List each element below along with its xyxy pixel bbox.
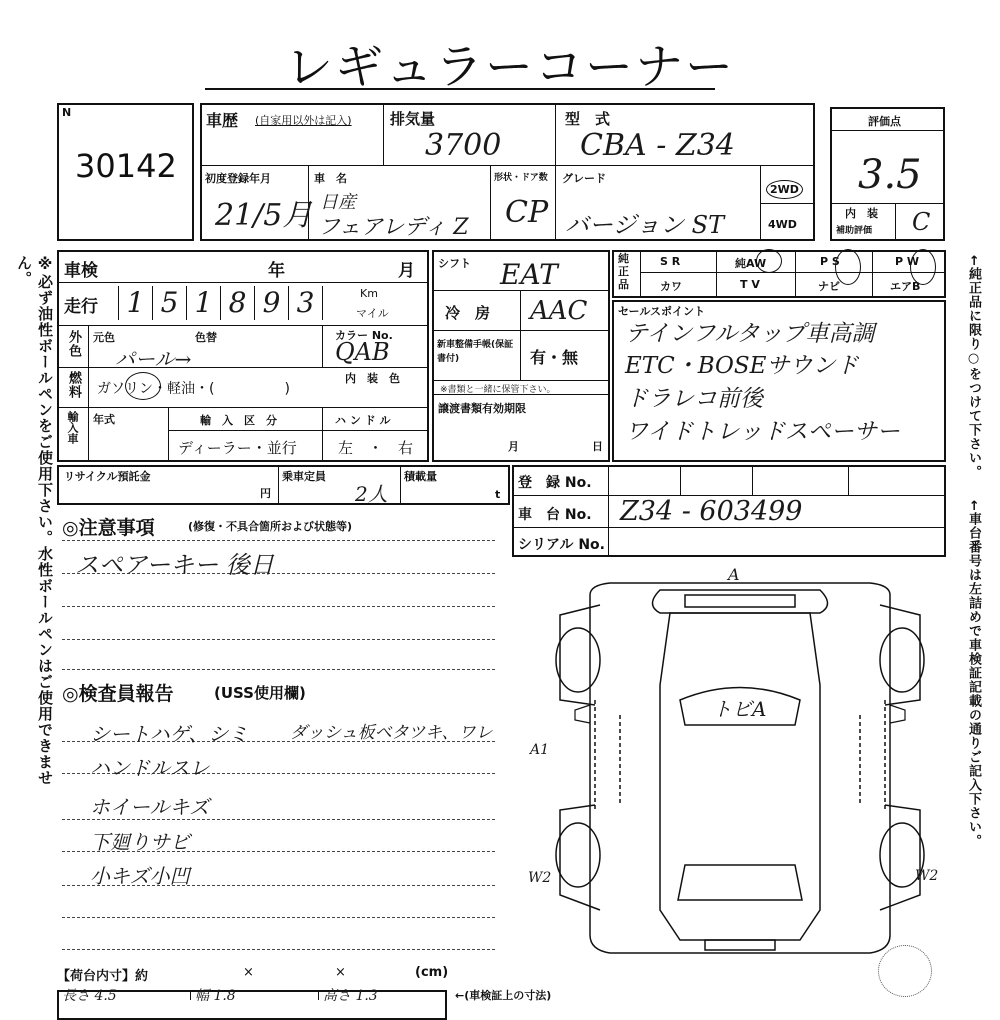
capacity-label: 乗車定員: [282, 470, 326, 483]
inspector-right-line: ダッシュ板ベタツキ、ワレ: [290, 723, 493, 743]
color-code-label: カラー No.: [335, 329, 393, 342]
aircon-value: AAC: [530, 296, 588, 326]
inspection-label: 車検: [64, 261, 98, 281]
reg-no-label: 登 録 No.: [518, 475, 592, 491]
cargo-x2: ×: [335, 965, 346, 980]
fuel-label: 燃料: [66, 371, 81, 399]
color-original-label: 元色: [93, 331, 115, 344]
sales-point-line: テインフルタップ車高調: [625, 321, 875, 347]
genuine-circle-aw: [756, 249, 782, 273]
genuine-navi: ナビ: [818, 280, 840, 293]
color-label: 外色: [66, 330, 81, 358]
mileage-digit: 3: [288, 286, 323, 320]
inspection-year: 年: [268, 261, 285, 281]
interior-label: 内 装: [845, 207, 878, 220]
side-note-right-bottom: ←車台番号は左詰めで車検証記載の通りご記入下さい。: [966, 500, 981, 848]
mileage-digit: 8: [220, 286, 254, 320]
diagram-dotted-circle: [878, 945, 932, 997]
color-value: パール→: [115, 347, 192, 371]
mileage-digits: [118, 286, 323, 320]
score-label: 評価点: [868, 115, 901, 128]
interior-sub: 補助評価: [836, 226, 873, 236]
dimension-width: 幅 1.8: [195, 988, 236, 1004]
diagram-mark-spoiler: A: [728, 565, 740, 584]
displacement-label: 排気量: [390, 110, 436, 128]
sales-point-line: ドラレコ前後: [625, 386, 763, 412]
cargo-x1: ×: [243, 965, 254, 980]
drive-2wd: 2WD: [766, 180, 803, 199]
inspector-left-line: シートハゲ、シミ: [90, 722, 249, 746]
lot-box: [57, 103, 194, 241]
diagram-mark-left-wheel: W2: [528, 870, 552, 886]
drive-4wd: 4WD: [768, 218, 797, 231]
interior-value: C: [912, 208, 931, 236]
load-label: 積載量: [404, 470, 437, 483]
aircon-label: 冷 房: [445, 304, 491, 322]
import-label: 輸入車: [66, 411, 79, 444]
sales-point-line: ETC・BOSEサウンド: [625, 353, 859, 379]
mileage-unit-mile: マイル: [356, 307, 389, 320]
dimension-note: ←(車検証上の寸法): [455, 989, 552, 1002]
manual-label: 新車整備手帳(保証書付): [437, 340, 514, 364]
genuine-circle-pw: [910, 249, 936, 285]
caution-note: (修復・不具合箇所および状態等): [188, 520, 353, 533]
page-title: レギュラーコーナー: [285, 39, 736, 95]
handle-label: ハ ン ド ル: [335, 414, 391, 427]
fuel-options: ガソリン・軽油・( ): [97, 381, 290, 397]
transfer-month: 月: [508, 440, 519, 453]
lot-label: N: [62, 106, 72, 119]
recycle-unit: 円: [260, 487, 271, 500]
shift-value: EAT: [500, 258, 558, 291]
mileage-label: 走行: [64, 297, 98, 317]
maker-value: 日産: [320, 192, 356, 213]
genuine-circle-ps: [835, 249, 861, 285]
import-category: ディーラー・並行: [178, 439, 297, 457]
score-value: 3.5: [858, 152, 922, 198]
diagram-mark-left-door: A1: [530, 742, 550, 758]
color-code-value: QAB: [335, 338, 390, 366]
genuine-tv: T V: [740, 278, 760, 291]
car-diagram: [520, 565, 960, 975]
first-reg-label: 初度登録年月: [205, 172, 271, 185]
genuine-leather: カワ: [660, 280, 682, 293]
first-reg-value: 21/5月: [215, 198, 313, 233]
genuine-label: 純正品: [618, 252, 629, 291]
displacement-value: 3700: [425, 128, 502, 163]
lot-number: 30142: [75, 147, 177, 185]
capacity-value: 2人: [355, 482, 388, 506]
manual-note: ※書類と一緒に保管下さい。: [440, 385, 556, 395]
serial-label: シリアル No.: [518, 537, 605, 553]
mileage-unit-km: Km: [360, 287, 378, 300]
cargo-unit: (cm): [415, 965, 449, 980]
genuine-sr: S R: [660, 255, 681, 268]
handle-value: 左 ・ 右: [338, 439, 414, 457]
side-note-right-top: ←純正品に限り○をつけて下さい。: [966, 255, 981, 479]
car-name-value: フェアレディ Z: [318, 215, 469, 240]
inspection-month: 月: [398, 261, 415, 281]
genuine-airbag: エアB: [890, 280, 921, 293]
car-name-label: 車 名: [314, 172, 347, 185]
inspector-left-line: ハンドルスレ: [90, 756, 210, 780]
transfer-label: 譲渡書類有効期限: [438, 402, 526, 415]
body-value: CP: [505, 195, 549, 230]
genuine-pw: P W: [895, 255, 920, 268]
cargo-label: 【荷台内寸】約: [57, 969, 149, 984]
chassis-value: Z34 - 603499: [620, 496, 803, 527]
model-label: 型 式: [565, 110, 611, 128]
inspector-left-line: 小キズ小凹: [90, 864, 190, 888]
mileage-digit: 1: [118, 286, 152, 320]
title-underline: [205, 88, 715, 90]
caution-label: ◎注意事項: [62, 517, 155, 539]
genuine-ps: P S: [820, 255, 840, 268]
color-change-label: 色替: [195, 331, 217, 344]
genuine-aw: 純AW: [735, 257, 767, 270]
import-year-label: 年式: [93, 413, 115, 426]
history-label: 車歴: [206, 111, 239, 130]
inspector-left-line: 下廻りサビ: [90, 830, 190, 854]
sales-point-line: ワイドトレッドスペーサー: [625, 419, 900, 445]
chassis-label: 車 台 No.: [518, 507, 592, 523]
diagram-mark-right-wheel: W2: [915, 868, 939, 884]
model-value: CBA - Z34: [580, 128, 735, 163]
grade-label: グレード: [562, 172, 606, 185]
mileage-digit: 5: [152, 286, 186, 320]
dimension-height: 高さ 1.3: [323, 988, 378, 1004]
mileage-digit: 9: [254, 286, 288, 320]
manual-value: 有・無: [530, 348, 579, 367]
transfer-day: 日: [592, 440, 603, 453]
fuel-selected-circle: [125, 372, 161, 400]
diagram-mark-window: トビA: [712, 697, 767, 721]
dimension-length: 長さ 4.5: [62, 988, 117, 1004]
caution-line: スペアーキー 後日: [75, 551, 274, 579]
mileage-digit: 1: [186, 286, 220, 320]
inspector-label: ◎検査員報告: [62, 683, 174, 705]
inspector-left-line: ホイールキズ: [90, 795, 210, 819]
body-label: 形状・ドア数: [494, 173, 548, 183]
history-note: (自家用以外は記入): [255, 114, 352, 127]
side-note-left: ※必ず油性ボールペンをご使用下さい。水性ボールペンはご使用できません。: [15, 255, 54, 786]
import-category-label: 輸 入 区 分: [200, 414, 277, 427]
load-unit: t: [495, 488, 501, 501]
grade-value: バージョン ST: [565, 211, 725, 239]
shift-label: シフト: [438, 257, 471, 270]
recycle-label: リサイクル預託金: [64, 470, 151, 483]
sales-points-label: セールスポイント: [618, 305, 706, 318]
inspector-note: (USS使用欄): [214, 684, 306, 702]
interior-color-label: 内 装 色: [345, 372, 400, 385]
